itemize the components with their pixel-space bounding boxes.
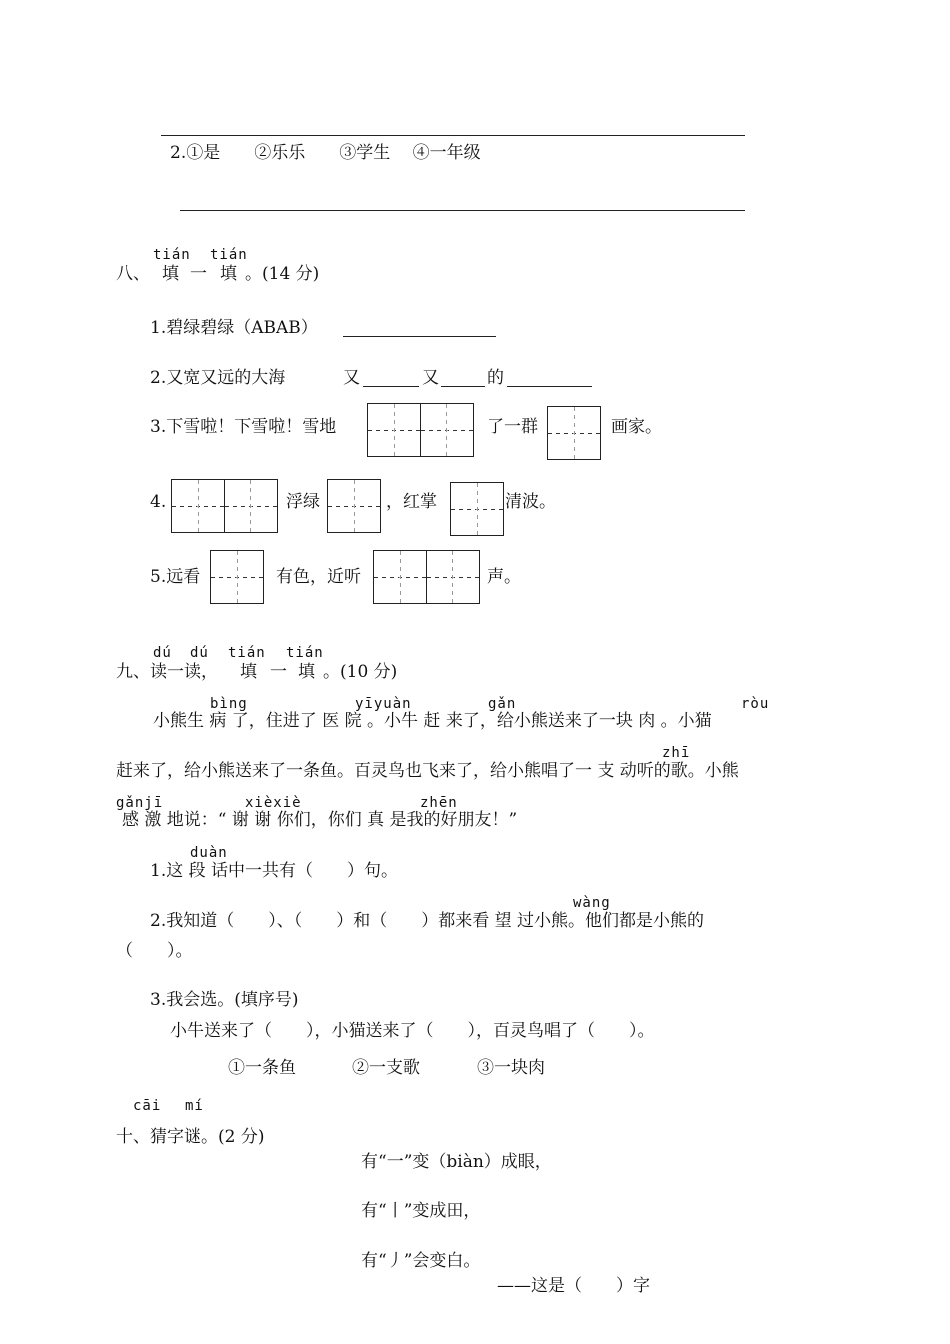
pinyin-tian-1: tián bbox=[153, 247, 191, 263]
riddle-line-2: 有“丨”变成田， bbox=[361, 1201, 481, 1221]
pinyin-zhen: zhēn bbox=[420, 795, 458, 811]
section-8-char-yi: 一 bbox=[190, 264, 207, 284]
pinyin-tian-4: tián bbox=[286, 645, 324, 661]
pinyin-ganji: gǎnjī bbox=[116, 795, 164, 811]
section-8-number: 八、 bbox=[116, 264, 150, 284]
item-2-blank-2[interactable] bbox=[441, 386, 485, 387]
question-3-title: 3.我会选。(填序号) bbox=[150, 990, 299, 1010]
item-2-you-2: 又 bbox=[422, 368, 439, 388]
item-3-prefix: 3.下雪啦！下雪啦！雪地 bbox=[150, 417, 337, 437]
option-2: ②一支歌 bbox=[352, 1058, 420, 1078]
pinyin-tian-2: tián bbox=[210, 247, 248, 263]
item-4-tianzige-2[interactable] bbox=[327, 479, 381, 533]
pinyin-du-1: dú bbox=[153, 645, 172, 661]
section-10-heading: 十、猜字谜。(2 分) bbox=[116, 1127, 265, 1147]
pinyin-tian-3: tián bbox=[228, 645, 266, 661]
pinyin-wang: wàng bbox=[573, 895, 611, 911]
item-4-tianzige-1[interactable] bbox=[171, 479, 278, 533]
word-order-options: 2.①是 ②乐乐 ③学生 ④一年级 bbox=[170, 143, 481, 163]
question-2-line-1: 2.我知道（ ）、（ ）和（ ）都来看 望 过小熊。他们都是小熊的 bbox=[150, 911, 705, 931]
item-4-mid-1: 浮绿 bbox=[286, 492, 320, 512]
passage-line-1: 小熊生 病 了，住进了 医 院 。小牛 赶 来了，给小熊送来了一块 肉 。小猫 bbox=[153, 711, 712, 731]
item-2-blank-3[interactable] bbox=[507, 386, 592, 387]
option-1: ①一条鱼 bbox=[228, 1058, 296, 1078]
riddle-answer: ——这是（ ）字 bbox=[497, 1276, 650, 1296]
question-3-fill: 小牛送来了（ ），小猫送来了（ ），百灵鸟唱了（ ）。 bbox=[170, 1021, 655, 1041]
section-8-score: 。(14 分) bbox=[245, 264, 320, 284]
pinyin-bing: bìng bbox=[210, 696, 248, 712]
item-5-mid: 有色，近听 bbox=[276, 567, 361, 587]
section-8-char-tian-1: 填 bbox=[162, 264, 179, 284]
item-2-prefix: 2.又宽又远的大海 bbox=[150, 368, 286, 388]
item-4-tianzige-3[interactable] bbox=[450, 482, 504, 536]
pinyin-gan: gǎn bbox=[488, 696, 517, 712]
item-4-suffix: 清波。 bbox=[505, 492, 556, 512]
item-3-mid: 了一群 bbox=[487, 417, 538, 437]
section-9-char-tian-1: 填 bbox=[240, 662, 257, 682]
item-5-suffix: 声。 bbox=[487, 567, 521, 587]
item-4-prefix: 4. bbox=[150, 492, 167, 512]
item-2-you-1: 又 bbox=[343, 368, 360, 388]
item-5-tianzige-1[interactable] bbox=[210, 550, 264, 604]
section-9-score: 。(10 分) bbox=[323, 662, 398, 682]
pinyin-duan: duàn bbox=[190, 845, 228, 861]
pinyin-mi: mí bbox=[185, 1098, 204, 1114]
pinyin-du-2: dú bbox=[190, 645, 209, 661]
riddle-line-3: 有“丿”会变白。 bbox=[361, 1251, 481, 1271]
item-5-tianzige-2[interactable] bbox=[373, 550, 480, 604]
item-1-abab: 1.碧绿碧绿（ABAB） bbox=[150, 318, 318, 338]
section-8-char-tian-2: 填 bbox=[220, 264, 237, 284]
section-9-prefix: 九、读一读， bbox=[116, 662, 218, 682]
pinyin-zhi: zhī bbox=[662, 745, 691, 761]
section-9-char-yi: 一 bbox=[270, 662, 287, 682]
passage-line-2: 赶来了，给小熊送来了一条鱼。百灵鸟也飞来了，给小熊唱了一 支 动听的歌。小熊 bbox=[116, 761, 739, 781]
question-1: 1.这 段 话中一共有（ ）句。 bbox=[150, 861, 399, 881]
passage-line-3: 感 激 地说：“ 谢 谢 你们，你们 真 是我的好朋友！” bbox=[122, 810, 518, 830]
pinyin-yiyuan: yīyuàn bbox=[355, 696, 412, 712]
option-3: ③一块肉 bbox=[477, 1058, 545, 1078]
riddle-line-1: 有“一”变（biàn）成眼， bbox=[361, 1152, 552, 1172]
item-2-de: 的 bbox=[487, 368, 504, 388]
item-3-tianzige-2[interactable] bbox=[547, 406, 601, 460]
pinyin-xiexie: xièxiè bbox=[245, 795, 302, 811]
section-9-char-tian-2: 填 bbox=[298, 662, 315, 682]
pinyin-rou: ròu bbox=[741, 696, 770, 712]
item-3-suffix: 画家。 bbox=[611, 417, 662, 437]
item-2-blank-1[interactable] bbox=[363, 386, 419, 387]
item-3-tianzige-1[interactable] bbox=[367, 403, 474, 457]
item-1-blank[interactable] bbox=[343, 336, 496, 337]
answer-line-1 bbox=[161, 135, 745, 136]
item-5-prefix: 5.远看 bbox=[150, 567, 201, 587]
pinyin-cai: cāi bbox=[133, 1098, 162, 1114]
question-2-line-2: （ ）。 bbox=[116, 941, 193, 961]
item-4-mid-2: ，红掌 bbox=[386, 492, 437, 512]
answer-line-2 bbox=[180, 210, 745, 211]
